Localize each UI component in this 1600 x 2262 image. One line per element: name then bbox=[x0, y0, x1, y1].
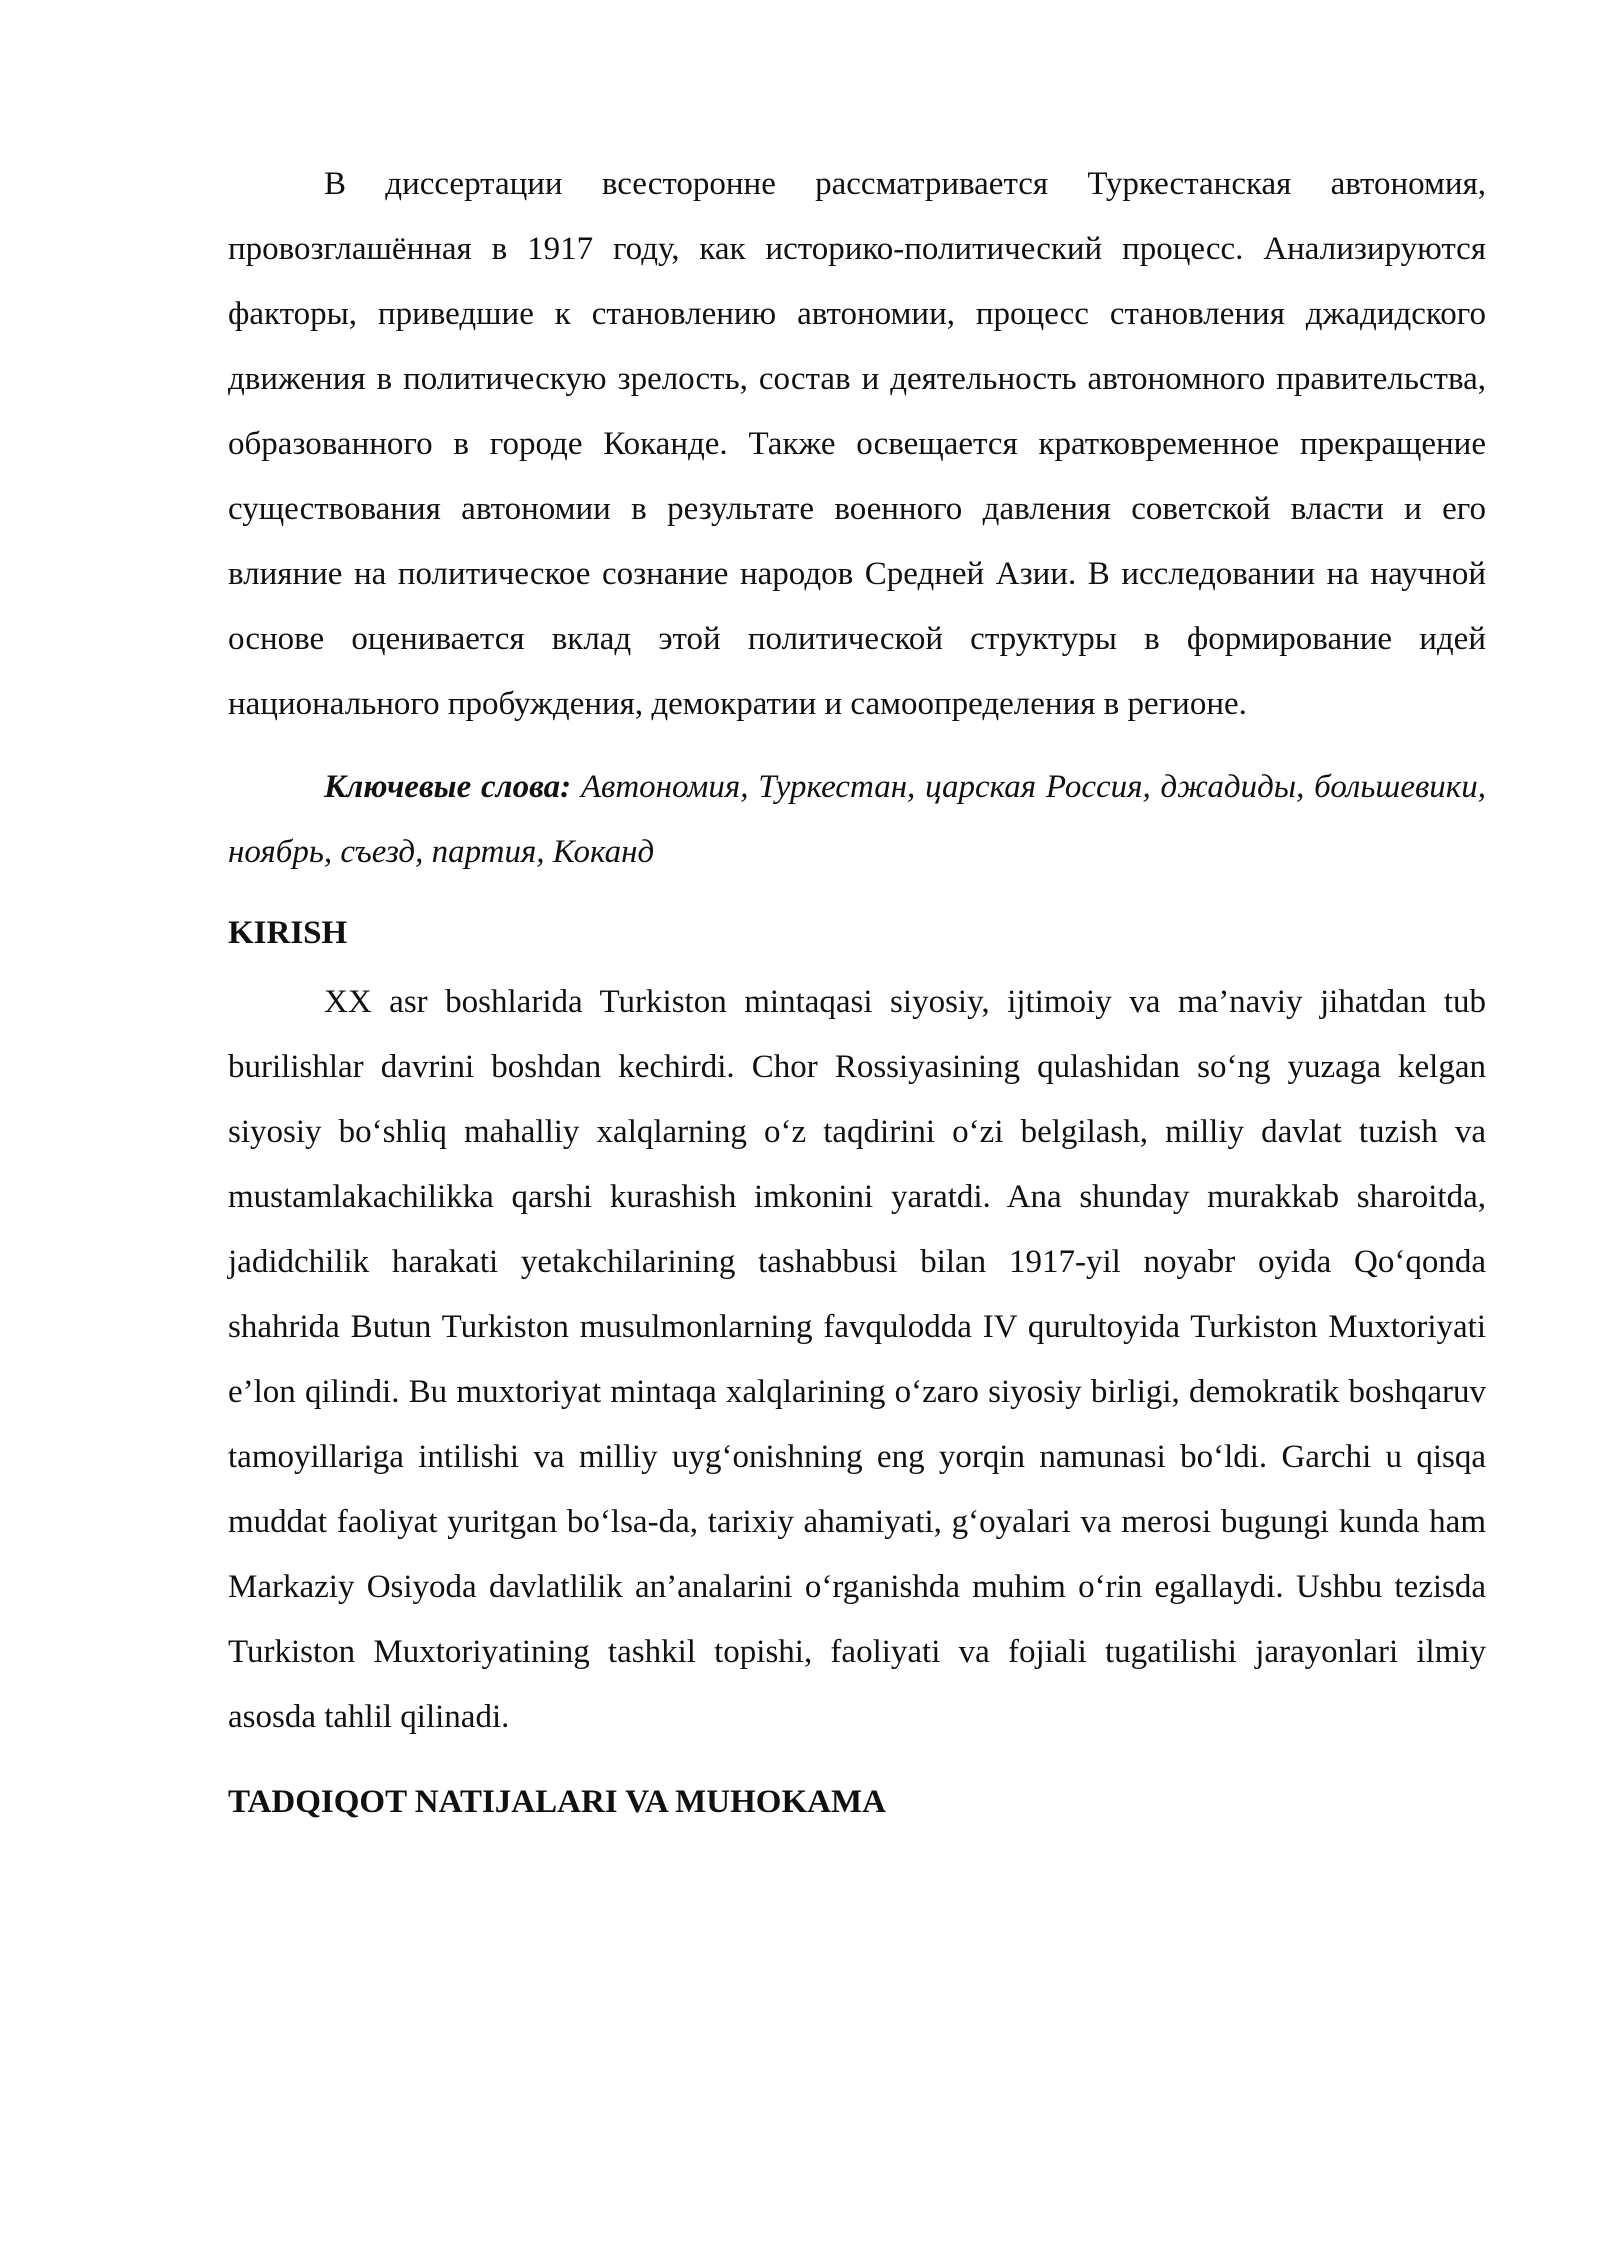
keywords-label: Ключевые слова: bbox=[324, 769, 572, 805]
introduction-paragraph: XX asr boshlarida Turkiston mintaqasi siyosiy, ijtimoiy va ma’naviy jihatdan tub burilishlar davrini boshdan kechirdi. Chor Rossiyasining qulashidan so‘ng yuzaga kelgan siyosiy bo‘shliq mahalliy xalqlarning o‘z taqdirini o‘zi belgilash, milliy davlat tuzish va mustamlakachilikka qarshi kurashish imkonini yaratdi. Ana shunday murakkab sharoitda, jadidchilik harakati yetakchilarining tashabbusi bilan 1917-yil noyabr oyida Qo‘qonda shahrida Butun Turkiston musulmonlarning favqulodda IV qurultoyida Turkiston Muxtoriyati e’lon qilindi. Bu muxtoriyat mintaqa xalqlarining o‘zaro siyosiy birligi, demokratik boshqaruv tamoyillariga intilishi va milliy uyg‘onishning eng yorqin namunasi bo‘ldi. Garchi u qisqa muddat faoliyat yuritgan bo‘lsa-da, tarixiy ahamiyati, g‘oyalari va merosi bugungi kunda ham Markaziy Osiyoda davlatlilik an’analarini o‘rganishda muhim o‘rin egallaydi. Ushbu tezisda Turkiston Muxtoriyatining tashkil topishi, faoliyati va fojiali tugatilishi jarayonlari ilmiy asosda tahlil qilinadi. bbox=[228, 984, 1486, 1735]
keywords-line bbox=[228, 755, 1486, 885]
section-heading-introduction: KIRISH bbox=[228, 915, 348, 951]
section-heading-results: TADQIQOT NATIJALARI VA MUHOKAMA bbox=[228, 1784, 886, 1820]
document-page bbox=[228, 152, 1486, 1839]
keywords-text: Автономия, Туркестан, царская Россия, джадиды, большевики, ноябрь, съезд, партия, Коканд bbox=[228, 769, 1486, 870]
abstract-paragraph: В диссертации всесторонне рассматривается Туркестанская автономия, провозглашённая в 1917 году, как историко-политический процесс. Анализируются факторы, приведшие к становлению автономии, процесс становления джадидского движения в политическую зрелость, состав и деятельность автономного правительства, образованного в городе Коканде. Также освещается кратковременное прекращение существования автономии в результате военного давления советской власти и его влияние на политическое сознание народов Средней Азии. В исследовании на научной основе оценивается вклад этой политической структуры в формирование идей национального пробуждения, демократии и самоопределения в регионе. bbox=[228, 166, 1486, 722]
